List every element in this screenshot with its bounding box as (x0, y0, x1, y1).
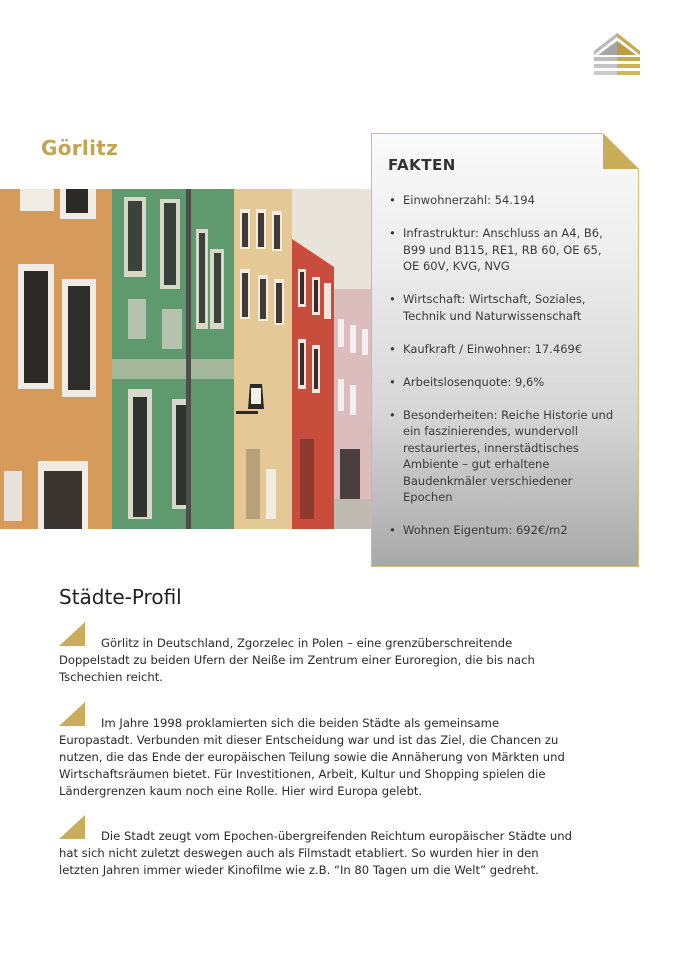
gold-triangle-icon (59, 815, 85, 839)
profile-paragraph (59, 702, 573, 800)
profile-paragraph (59, 815, 573, 879)
company-logo-icon (594, 33, 640, 78)
street-photo (0, 189, 372, 529)
section-title: Städte-Profil (59, 585, 182, 609)
city-title: Görlitz (41, 136, 119, 160)
fact-item: • Einwohnerzahl: 54.194 (388, 192, 614, 209)
fact-item: • Wirtschaft: Wirtschaft, Soziales, Technik und Naturwissenschaft (388, 291, 614, 324)
facts-list (388, 192, 614, 555)
fact-item: • Besonderheiten: Reiche Historie und ein faszinierendes, wundervoll restauriertes, innerstädtisches Ambiente – gut erhaltene Baudenkmäler verschiedener Epochen (388, 407, 614, 506)
gold-triangle-icon (59, 702, 85, 726)
gold-triangle-icon (59, 622, 85, 646)
fact-item: • Wohnen Eigentum: 692€/m2 (388, 522, 614, 539)
gold-corner-icon (603, 133, 639, 169)
fact-item: • Arbeitslosenquote: 9,6% (388, 374, 614, 391)
paragraph-text: Im Jahre 1998 proklamierten sich die beiden Städte als gemeinsame Europastadt. Verbunden mit dieser Entscheidung war und ist das Ziel, die Chancen zu nutzen, die das Ende der europäischen Teilung sowie die Annäherung von Märkten und Wirtschaftsräumen bietet. Für Investitionen, Arbeit, Kultur und Shopping spielen die Ländergrenzen kaum noch eine Rolle. Hier wird Europa gelebt. (59, 716, 565, 798)
facts-box (371, 133, 639, 567)
fact-item: • Kaufkraft / Einwohner: 17.469€ (388, 341, 614, 358)
fact-item: • Infrastruktur: Anschluss an A4, B6, B99 und B115, RE1, RB 60, OE 65, OE 60V, KVG, NVG (388, 225, 614, 275)
facts-title: FAKTEN (388, 156, 456, 174)
profile-paragraph (59, 622, 573, 686)
paragraph-text: Die Stadt zeugt vom Epochen-übergreifenden Reichtum europäischer Städte und hat sich nicht zuletzt deswegen auch als Filmstadt etabliert. So wurden hier in den letzten Jahren immer wieder Kinofilme wie z.B. “In 80 Tagen um die Welt” gedreht. (59, 829, 572, 877)
paragraph-text: Görlitz in Deutschland, Zgorzelec in Polen – eine grenzüberschreitende Doppelstadt zu beiden Ufern der Neiße im Zentrum einer Euroregion, die bis nach Tschechien reicht. (59, 636, 535, 684)
